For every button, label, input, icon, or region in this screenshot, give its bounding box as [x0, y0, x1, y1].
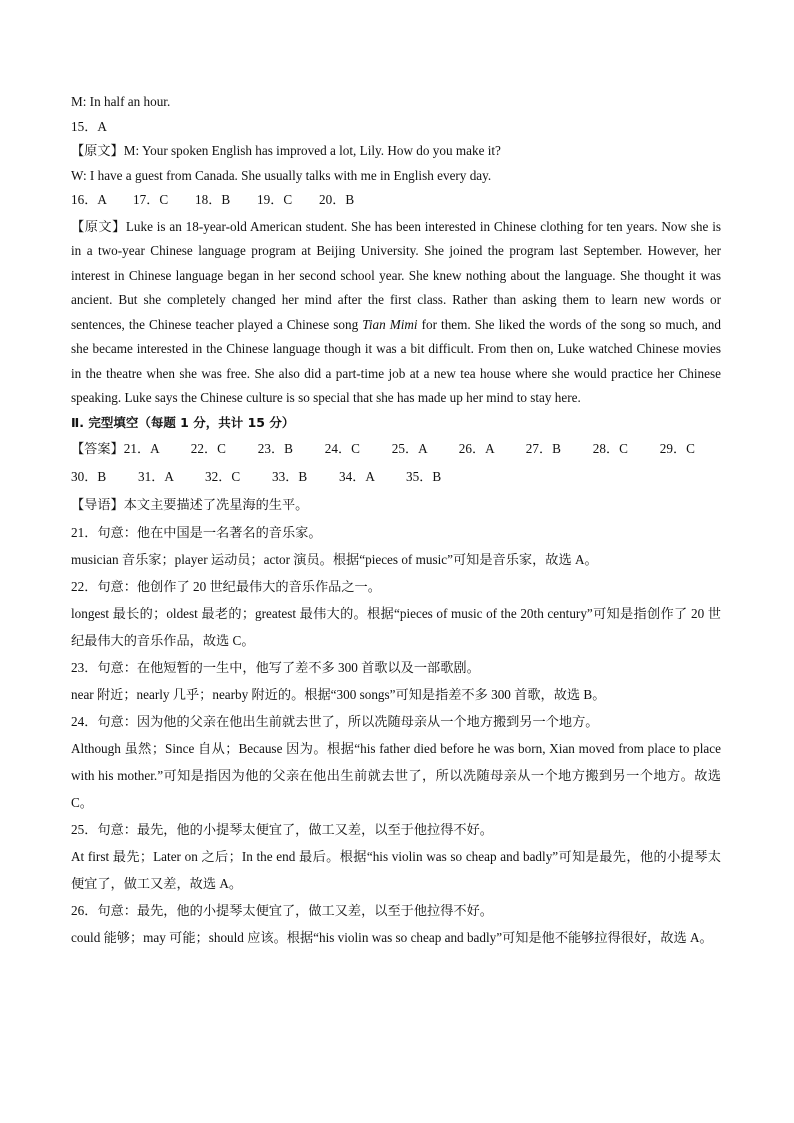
answer-item: 20．B — [319, 192, 355, 207]
answer-item: 29．C — [659, 441, 695, 456]
question-explanation: Although 虽然；Since 自从；Because 因为。根据“his father died before he was born, Xian moved from place to place with his mother.”可知是指因为他的父亲在他出生前就去世了，所以冼随母亲从一个地方搬到另一个地方。故选 C。 — [71, 741, 721, 810]
guide-line: 【导语】本文主要描述了冼星海的生平。 — [71, 497, 309, 512]
question-explanation: At first 最先；Later on 之后；In the end 最后。根据“his violin was so cheap and badly”可知是最先，他的小提琴太便宜了，做工又差，故选 A。 — [71, 849, 721, 891]
question-meaning: 21．句意：他在中国是一名著名的音乐家。 — [71, 525, 322, 540]
question-meaning: 26．句意：最先，他的小提琴太便宜了，做工又差，以至于他拉得不好。 — [71, 903, 493, 918]
answer-item: 22．C — [190, 441, 226, 456]
answer-item: 23．B — [257, 441, 293, 456]
explanation-item — [71, 519, 721, 573]
answer-item: 19．C — [257, 192, 293, 207]
question-meaning: 25．句意：最先，他的小提琴太便宜了，做工又差，以至于他拉得不好。 — [71, 822, 493, 837]
passage-transcript — [71, 215, 721, 411]
answer-item: 34．A — [339, 469, 375, 484]
question-explanation: musician 音乐家；player 运动员；actor 演员。根据“pieces of music”可知是音乐家，故选 A。 — [71, 552, 598, 567]
explanation-item — [71, 708, 721, 816]
answer-line: 15．A — [71, 118, 107, 134]
question-meaning: 23．句意：在他短暂的一生中，他写了差不多 300 首歌以及一部歌剧。 — [71, 660, 480, 675]
question-explanation: could 能够；may 可能；should 应该。根据“his violin was so cheap and badly”可知是他不能够拉得很好，故选 A。 — [71, 930, 713, 945]
answer-item: 26．A — [458, 441, 495, 456]
answers-30-35 — [71, 463, 721, 491]
question-explanation: near 附近；nearly 几乎；nearby 附近的。根据“300 songs”可知是指差不多 300 首歌，故选 B。 — [71, 687, 606, 702]
song-title: Tian Mimi — [362, 316, 418, 332]
passage-suffix: for them. She liked the words of the song so much, and she became interested in the Chinese language though it was a bit difficult. From then on, Luke watched Chinese movies in the theatre when she was free. She also did a part-time job at a new tea house where she would practice her Chinese speaking. Luke says the Chinese culture is so special that she has made up her mind to stay here. — [71, 316, 721, 405]
dialogue-line: M: In half an hour. — [71, 94, 171, 109]
answer-item: 32．C — [205, 469, 241, 484]
document-page — [71, 90, 721, 951]
answer-item: 30．B — [71, 469, 107, 484]
answer-item: 18．B — [195, 192, 231, 207]
answer-item: 35．B — [406, 469, 442, 484]
answer-item: 27．B — [525, 441, 561, 456]
answer-item: 28．C — [592, 441, 628, 456]
explanation-item — [71, 654, 721, 708]
explanation-list — [71, 519, 721, 951]
answer-item: 16．A — [71, 192, 107, 207]
explanation-item — [71, 573, 721, 654]
answer-item: 31．A — [138, 469, 174, 484]
passage-prefix: 【原文】Luke is an 18-year-old American student. She has been interested in Chinese clothing for ten years. Now she is in a two-year Chinese language program at Beijing University. She joined the program last September. However, her interest in Chinese language began in her second school year. She knew nothing about the language. She thought it was ancient. But she completely changed her mind after the first class. Rather than asking them to learn new words or sentences, the Chinese teacher played a Chinese song — [71, 218, 721, 332]
question-explanation: longest 最长的；oldest 最老的；greatest 最伟大的。根据“pieces of music of the 20th century”可知是指创作了 20 世纪最伟大的音乐作品，故选 C。 — [71, 606, 721, 648]
dialogue-line: W: I have a guest from Canada. She usually talks with me in English every day. — [71, 167, 492, 183]
answer-item: 25．A — [391, 441, 428, 456]
answer-label: 【答案】 — [71, 441, 124, 456]
answers-21-29 — [71, 435, 721, 463]
answer-item: 33．B — [272, 469, 308, 484]
answer-item: 21．A — [123, 441, 160, 456]
answer-item: 24．C — [324, 441, 360, 456]
section-heading: Ⅱ. 完型填空（每题 1 分，共计 15 分） — [71, 414, 295, 430]
explanation-item — [71, 897, 721, 951]
question-meaning: 22．句意：他创作了 20 世纪最伟大的音乐作品之一。 — [71, 579, 381, 594]
answer-item: 17．C — [133, 192, 169, 207]
answers-16-20 — [71, 188, 721, 213]
explanation-item — [71, 816, 721, 897]
transcript-line: 【原文】M: Your spoken English has improved a lot, Lily. How do you make it? — [71, 143, 501, 158]
question-meaning: 24．句意：因为他的父亲在他出生前就去世了，所以冼随母亲从一个地方搬到另一个地方。 — [71, 714, 599, 729]
